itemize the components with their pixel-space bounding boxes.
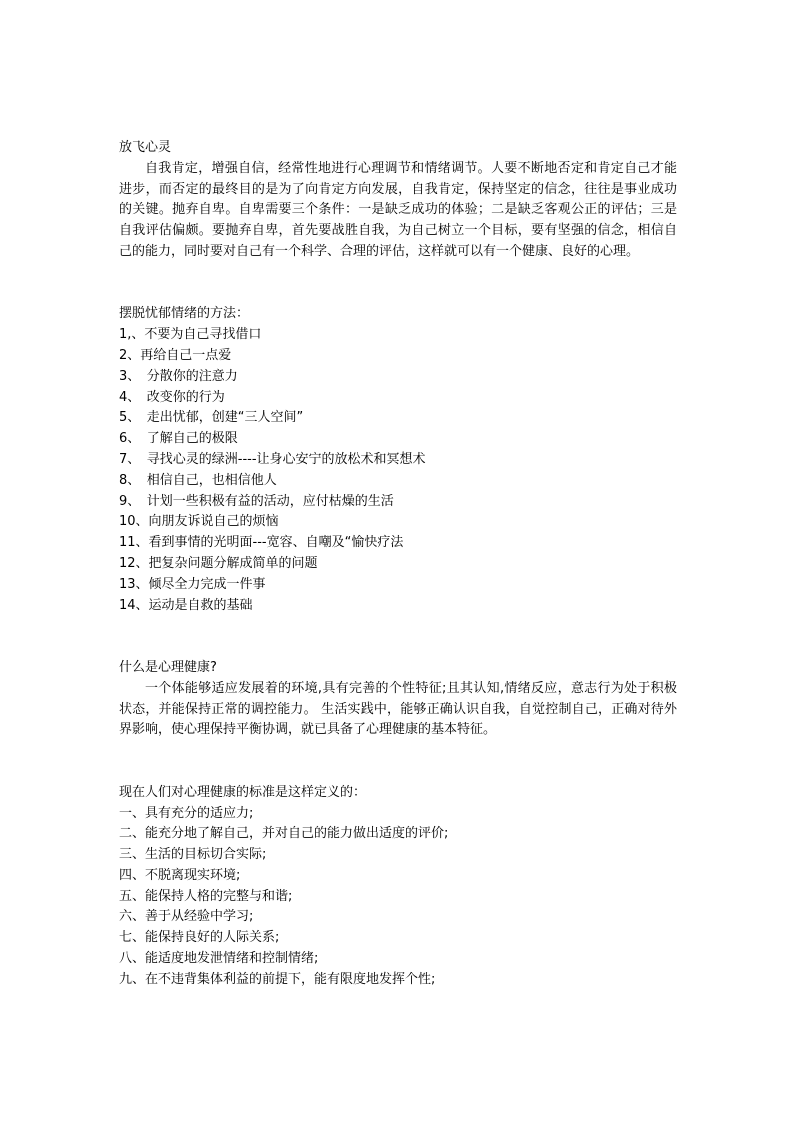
list-item: 11、看到事情的光明面---宽容、自嘲及“愉快疗法 <box>119 535 404 551</box>
list-item: 一、具有充分的适应力; <box>119 805 254 821</box>
list-item: 4、 改变你的行为 <box>119 389 225 405</box>
section-intro <box>119 138 677 263</box>
list-item: 五、能保持人格的完整与和谐; <box>119 888 293 904</box>
section-title: 摆脱忧郁情绪的方法： <box>119 306 250 322</box>
section-spacer <box>119 741 677 783</box>
standards-list <box>119 804 677 991</box>
list-item: 2、再给自己一点爱 <box>119 347 232 363</box>
list-item: 二、能充分地了解自己，并对自己的能力做出适度的评价; <box>119 826 449 842</box>
list-item: 3、 分散你的注意力 <box>119 368 238 384</box>
list-item: 8、 相信自己，也相信他人 <box>119 472 277 488</box>
list-item: 八、能适度地发泄情绪和控制情绪; <box>119 951 319 967</box>
section-paragraph: 自我肯定，增强自信，经常性地进行心理调节和情绪调节。人要不断地否定和肯定自己才能进步，而否定的最终目的是为了向肯定方向发展，自我肯定，保持坚定的信念，往往是事业成功的关键。抛弃自卑。自卑需要三个条件：一是缺乏成功的体验；二是缺乏客观公正的评估；三是自我评估偏颇。要抛弃自卑，首先要战胜自我，为自己树立一个目标，要有坚强的信念，相信自己的能力，同时要对自己有一个科学、合理的评估，这样就可以有一个健康、良好的心理。 <box>119 160 677 259</box>
list-item: 六、善于从经验中学习; <box>119 909 254 925</box>
list-item: 1,、不要为自己寻找借口 <box>119 327 262 343</box>
list-item: 七、能保持良好的人际关系; <box>119 930 280 946</box>
methods-list <box>119 325 677 616</box>
section-title: 放飞心灵 <box>119 140 172 155</box>
list-item: 12、把复杂问题分解成简单的问题 <box>119 555 318 571</box>
list-item: 四、不脱离现实环境; <box>119 867 241 883</box>
list-item: 14、运动是自救的基础 <box>119 597 253 613</box>
section-definition <box>119 658 677 741</box>
section-paragraph: 一个体能够适应发展着的环境,具有完善的个性特征;且其认知,情绪反应，意志行为处于积极状态，并能保持正常的调控能力。 生活实践中，能够正确认识自我，自觉控制自己，正确对待外界影响，使心理保持平衡协调，就已具备了心理健康的基本特征。 <box>119 680 677 738</box>
list-item: 三、生活的目标切合实际; <box>119 847 267 863</box>
list-item: 6、 了解自己的极限 <box>119 431 238 447</box>
list-item: 九、在不违背集体利益的前提下，能有限度地发挥个性; <box>119 971 436 987</box>
document-body <box>119 138 677 991</box>
section-spacer <box>119 616 677 658</box>
list-item: 7、 寻找心灵的绿洲----让身心安宁的放松术和冥想术 <box>119 451 426 467</box>
list-item: 9、 计划一些积极有益的活动，应付枯燥的生活 <box>119 493 394 509</box>
section-standards <box>119 783 677 991</box>
section-methods <box>119 304 677 616</box>
section-title: 什么是心理健康? <box>119 659 217 675</box>
list-item: 13、倾尽全力完成一件事 <box>119 576 266 592</box>
section-title: 现在人们对心理健康的标准是这样定义的： <box>119 784 367 800</box>
list-item: 10、向朋友诉说自己的烦恼 <box>119 514 279 530</box>
section-spacer <box>119 263 677 305</box>
list-item: 5、 走出忧郁，创建“三人空间” <box>119 410 304 426</box>
